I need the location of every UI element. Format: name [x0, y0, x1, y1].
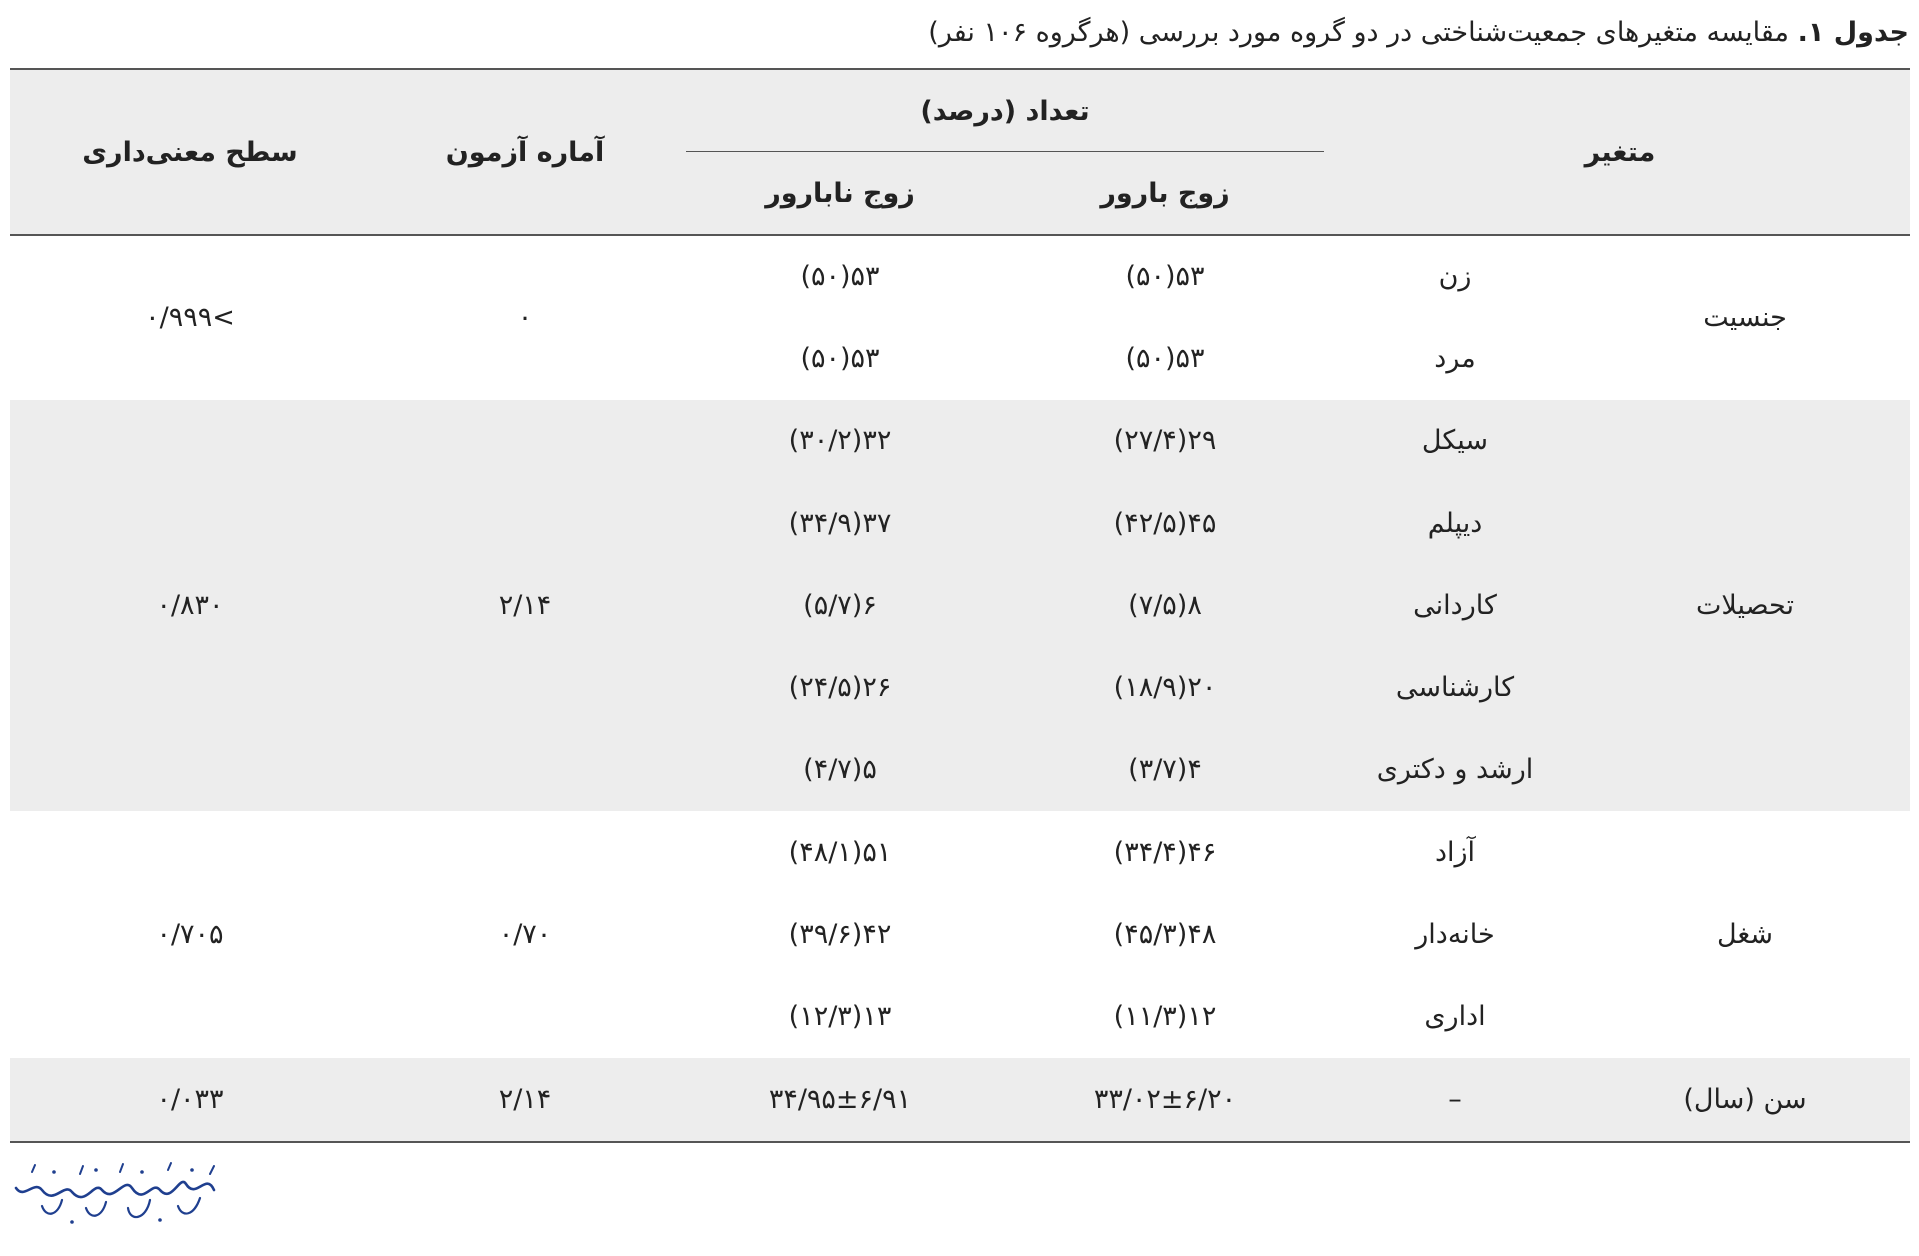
row-label: دیپلم — [1427, 507, 1483, 539]
fertile-cell: ۵۳(۵۰) — [1125, 261, 1205, 293]
infertile-cell: ۵۳(۵۰) — [800, 261, 880, 293]
header-test-statistic: آماره آزمون — [370, 69, 680, 235]
row-label: اداری — [1424, 1001, 1486, 1033]
fertile-cell: ۴۸(۴۵/۳) — [1113, 919, 1217, 951]
row-label: زن — [1438, 261, 1472, 293]
fertile-cell: ۱۲(۱۱/۳) — [1113, 1001, 1217, 1033]
row-label: ارشد و دکتری — [1376, 754, 1534, 786]
infertile-cell: ۵۳(۵۰) — [800, 342, 880, 374]
fertile-cell: ۳۳/۰۲±۶/۲۰ — [1093, 1083, 1237, 1115]
infertile-cell: ۵۱(۴۸/۱) — [788, 836, 892, 868]
header-fertile: زوج بارور — [1000, 152, 1330, 235]
significance-cell: ۰/۰۳۳ — [156, 1083, 224, 1115]
significance-cell: ۰/۷۰۵ — [156, 919, 224, 951]
significance-cell: ۰/۸۳۰ — [156, 589, 224, 621]
header-variable: متغیر — [1330, 69, 1910, 235]
table-caption-text: مقایسه متغیرهای جمعیت‌شناختی در دو گروه مورد بررسی (هرگروه ۱۰۶ نفر) — [928, 17, 1789, 48]
infertile-cell: ۳۷(۳۴/۹) — [788, 507, 892, 539]
fertile-cell: ۲۰(۱۸/۹) — [1113, 672, 1217, 704]
group-age — [10, 1058, 1910, 1142]
table-row — [10, 235, 1910, 317]
header-significance: سطح معنی‌داری — [10, 69, 370, 235]
table-row — [10, 400, 1910, 482]
group-name: جنسیت — [1703, 302, 1787, 334]
header-count-percent: تعداد (درصد) — [680, 69, 1330, 152]
significance-cell: >۰/۹۹۹ — [145, 302, 235, 334]
row-label: خانه‌دار — [1415, 919, 1495, 951]
table-row — [10, 811, 1910, 893]
table-header — [10, 69, 1910, 235]
row-label: آزاد — [1434, 836, 1476, 868]
statistic-cell: ۰/۷۰ — [498, 919, 552, 951]
statistic-cell: ۰ — [517, 302, 533, 334]
group-education — [10, 400, 1910, 811]
fertile-cell: ۴(۳/۷) — [1128, 754, 1202, 786]
fertile-cell: ۲۹(۲۷/۴) — [1113, 425, 1217, 457]
fertile-cell: ۴۶(۳۴/۴) — [1113, 836, 1217, 868]
infertile-cell: ۱۳(۱۲/۳) — [788, 1001, 892, 1033]
infertile-cell: ۳۲(۳۰/۲) — [788, 425, 892, 457]
table-row — [10, 1058, 1910, 1142]
journal-logo — [10, 1160, 220, 1230]
infertile-cell: ۴۲(۳۹/۶) — [788, 919, 892, 951]
statistic-cell: ۲/۱۴ — [498, 1083, 552, 1115]
group-name: سن (سال) — [1683, 1083, 1807, 1115]
infertile-cell: ۶(۵/۷) — [803, 589, 877, 621]
infertile-cell: ۵(۴/۷) — [803, 754, 877, 786]
table-caption — [9, 14, 1909, 52]
row-label: مرد — [1434, 342, 1476, 374]
fertile-cell: ۵۳(۵۰) — [1125, 342, 1205, 374]
infertile-cell: ۳۴/۹۵±۶/۹۱ — [768, 1083, 912, 1115]
group-name: شغل — [1716, 919, 1774, 951]
header-infertile: زوج نابارور — [680, 152, 1000, 235]
table-caption-label: جدول ۱. — [1797, 17, 1909, 48]
fertile-cell: ۴۵(۴۲/۵) — [1113, 507, 1217, 539]
fertile-cell: ۸(۷/۵) — [1128, 589, 1202, 621]
group-gender — [10, 235, 1910, 400]
statistic-cell: ۲/۱۴ — [498, 589, 552, 621]
group-occupation — [10, 811, 1910, 1058]
row-label: کارشناسی — [1395, 672, 1515, 704]
row-label: – — [1448, 1083, 1462, 1115]
infertile-cell: ۲۶(۲۴/۵) — [788, 672, 892, 704]
demographics-table — [10, 68, 1910, 1143]
group-name: تحصیلات — [1695, 589, 1795, 621]
row-label: کاردانی — [1413, 589, 1497, 621]
row-label: سیکل — [1421, 425, 1489, 457]
